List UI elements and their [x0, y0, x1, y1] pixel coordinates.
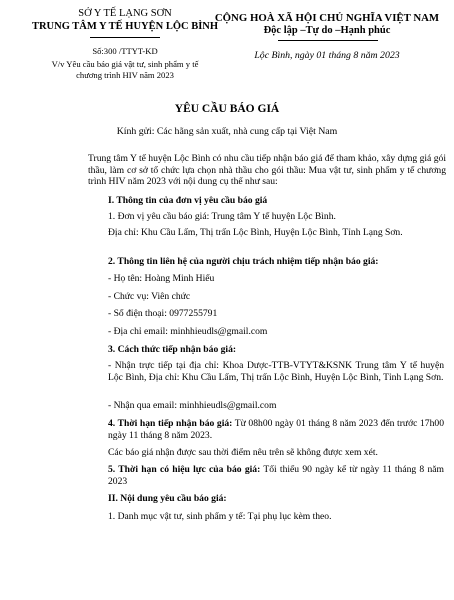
center-underline: [90, 37, 160, 38]
late-submission-note: Các báo giá nhận được sau thời điểm nêu trên sẽ không được xem xét.: [108, 447, 378, 458]
section-4: [108, 418, 444, 441]
section-4-text: Từ 08h00 ngày 01 tháng 8 năm 2023 đến trước 17h00 ngày 11 tháng 8 năm 2023.: [108, 418, 444, 441]
nation-title: CỘNG HOÀ XÃ HỘI CHỦ NGHĨA VIỆT NAM: [214, 12, 440, 24]
subject-line-1: V/v Yêu cầu báo giá vật tư, sinh phẩm y tế: [51, 59, 199, 69]
subject-line-2: chương trình HIV năm 2023: [76, 70, 174, 80]
contact-email: - Địa chỉ email: minhhieudls@gmail.com: [108, 326, 268, 337]
document-number: Số:300 /TTYT-KD: [92, 46, 158, 56]
motto-underline: [278, 40, 378, 41]
section-4-heading: 4. Thời hạn tiếp nhận báo giá:: [108, 418, 233, 429]
motto: Độc lập –Tự do –Hạnh phúc: [263, 25, 391, 36]
email-delivery: - Nhận qua email: minhhieudls@gmail.com: [108, 400, 277, 411]
section-1-heading: I. Thông tin của đơn vị yêu cầu báo giá: [108, 195, 268, 206]
part-2-heading: II. Nội dung yêu cầu báo giá:: [108, 493, 227, 504]
section-3-heading: 3. Cách thức tiếp nhận báo giá:: [108, 344, 237, 355]
ministry-name: SỞ Y TẾ LẠNG SƠN: [78, 8, 172, 19]
contact-phone: - Số điện thoại: 0977255791: [108, 308, 218, 319]
place-date: Lộc Bình, ngày 01 tháng 8 năm 2023: [254, 50, 400, 61]
section-5: [108, 464, 444, 487]
direct-delivery: - Nhận trực tiếp tại địa chỉ: Khoa Dược-TTB-VTYT&KSNK Trung tâm Y tế huyện Lộc Bình, Địa chỉ: Khu Cầu Lấm, Thị trấn Lộc Bình, Huyện Lộc Bình, Tỉnh Lạng Sơn.: [108, 360, 444, 383]
contact-name: - Họ tên: Hoàng Minh Hiếu: [108, 273, 215, 284]
item-list-reference: 1. Danh mục vật tư, sinh phẩm y tế: Tại phụ lục kèm theo.: [108, 511, 332, 522]
recipient-line: Kính gửi: Các hãng sản xuất, nhà cung cấp tại Việt Nam: [116, 126, 338, 137]
section-5-text: Tối thiểu 90 ngày kể từ ngày 11 tháng 8 năm 2023: [108, 464, 444, 487]
section-2-heading: 2. Thông tin liên hệ của người chịu trách nhiệm tiếp nhận báo giá:: [108, 256, 379, 267]
contact-position: - Chức vụ: Viên chức: [108, 291, 191, 302]
section-5-heading: 5. Thời hạn có hiệu lực của báo giá:: [108, 464, 261, 475]
intro-paragraph: [88, 153, 446, 188]
center-name: TRUNG TÂM Y TẾ HUYỆN LỘC BÌNH: [31, 21, 219, 32]
document-title: YÊU CẦU BÁO GIÁ: [174, 103, 280, 115]
requesting-unit: 1. Đơn vị yêu cầu báo giá: Trung tâm Y tế huyện Lộc Bình.: [108, 211, 336, 222]
intro-text: Trung tâm Y tế huyện Lộc Bình có nhu cầu tiếp nhận báo giá để tham khảo, xây dựng giá gói thầu, làm cơ sở tổ chức lựa chọn nhà thầu cho gói thầu: Mua vật tư, sinh phẩm y tế chương trình HIV năm 2023 với nội dung cụ thể như sau:: [88, 153, 446, 188]
unit-address: Địa chỉ: Khu Cầu Lấm, Thị trấn Lộc Bình, Huyện Lộc Bình, Tỉnh Lạng Sơn.: [108, 227, 403, 238]
